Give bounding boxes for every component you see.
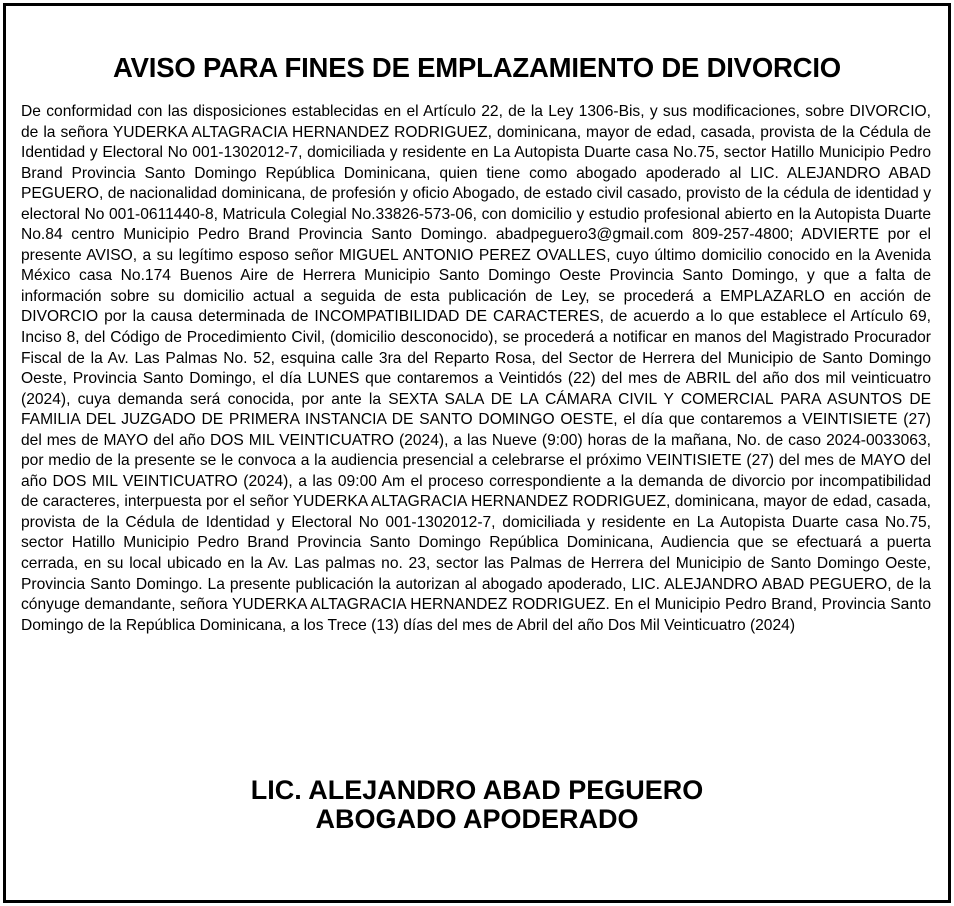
signature-name: LIC. ALEJANDRO ABAD PEGUERO [250, 775, 704, 805]
legal-notice [3, 3, 951, 903]
notice-title: AVISO PARA FINES DE EMPLAZAMIENTO DE DIVORCIO [113, 52, 841, 83]
signature-block [6, 776, 948, 834]
signature-role: ABOGADO APODERADO [315, 804, 639, 834]
notice-body: De conformidad con las disposiciones establecidas en el Artículo 22, de la Ley 1306-Bis, y sus modificaciones, sobre DIVORCIO, de la señora YUDERKA ALTAGRACIA HERNANDEZ RODRIGUEZ, dominicana, mayor de edad, casada, provista de la Cédula de Identidad y Electoral No 001-1302012-7, domiciliada y residente en La Autopista Duarte casa No.75, sector Hatillo Municipio Pedro Brand Provincia Santo Domingo República Dominicana, quien tiene como abogado apoderado al LIC. ALEJANDRO ABAD PEGUERO, de nacionalidad dominicana, de profesión y oficio Abogado, de estado civil casado, provisto de la cédula de identidad y electoral No 001-0611440-8, Matricula Colegial No.33826-573-06, con domicilio y estudio profesional abierto en la Autopista Duarte No.84 centro Municipio Pedro Brand Provincia Santo Domingo. abadpeguero3@gmail.com 809-257-4800; ADVIERTE por el presente AVISO, a su legítimo esposo señor MIGUEL ANTONIO PEREZ OVALLES, cuyo último domicilio conocido en la Avenida México casa No.174 Buenos Aire de Herrera Municipio Santo Domingo Oeste Provincia Santo Domingo, y que a falta de información sobre su domicilio actual a seguida de esta publicación de Ley, se procederá a EMPLAZARLO en acción de DIVORCIO por la causa determinada de INCOMPATIBILIDAD DE CARACTERES, de acuerdo a lo que establece el Artículo 69, Inciso 8, del Código de Procedimiento Civil, (domicilio desconocido), se procederá a notificar en manos del Magistrado Procurador Fiscal de la Av. Las Palmas No. 52, esquina calle 3ra del Reparto Rosa, del Sector de Herrera del Municipio de Santo Domingo Oeste, Provincia Santo Domingo, el día LUNES que contaremos a Veintidós (22) del mes de ABRIL del año dos mil veinticuatro (2024), cuya demanda será conocida, por ante la SEXTA SALA DE LA CÁMARA CIVIL Y COMERCIAL PARA ASUNTOS DE FAMILIA DEL JUZGADO DE PRIMERA INSTANCIA DE SANTO DOMINGO OESTE, el día que contaremos a VEINTISIETE (27) del mes de MAYO del año DOS MIL VEINTICUATRO (2024), a las Nueve (9:00) horas de la mañana, No. de caso 2024-0033063, por medio de la presente se le convoca a la audiencia presencial a celebrarse el próximo VEINTISIETE (27) del mes de MAYO del año DOS MIL VEINTICUATRO (2024), a las 09:00 Am el proceso correspondiente a la demanda de divorcio por incompatibilidad de caracteres, interpuesta por el señor YUDERKA ALTAGRACIA HERNANDEZ RODRIGUEZ, dominicana, mayor de edad, casada, provista de la Cédula de Identidad y Electoral No 001-1302012-7, domiciliada y residente en La Autopista Duarte casa No.75, sector Hatillo Municipio Pedro Brand Provincia Santo Domingo República Dominicana, Audiencia que se efectuará a puerta cerrada, en su local ubicado en la Av. Las palmas no. 23, sector las Palmas de Herrera del Municipio de Santo Domingo Oeste, Provincia Santo Domingo. La presente publicación la autorizan al abogado apoderado, LIC. ALEJANDRO ABAD PEGUERO, de la cónyuge demandante, señora YUDERKA ALTAGRACIA HERNANDEZ RODRIGUEZ. En el Municipio Pedro Brand, Provincia Santo Domingo de la República Dominicana, a los Trece (13) días del mes de Abril del año Dos Mil Veinticuatro (2024) [21, 103, 931, 634]
